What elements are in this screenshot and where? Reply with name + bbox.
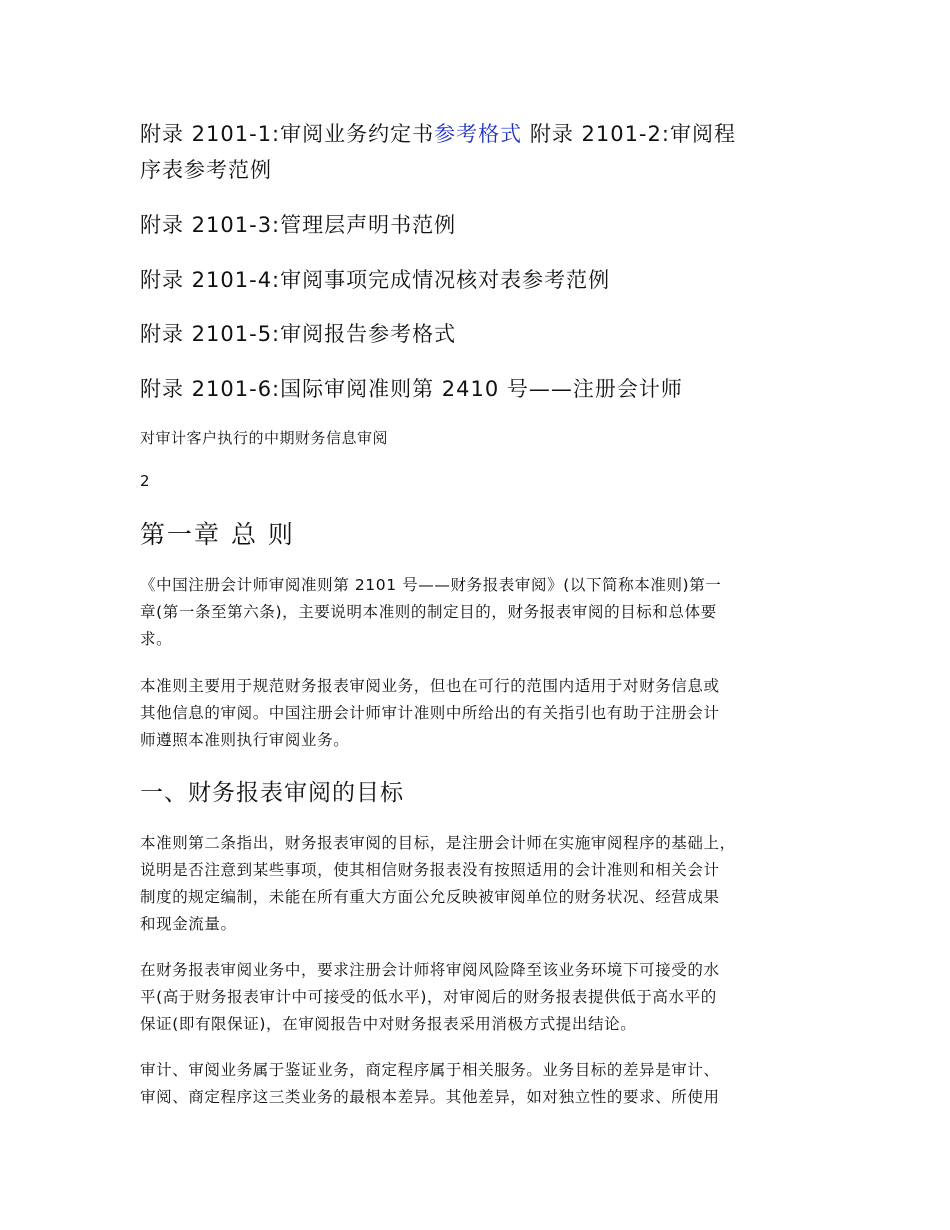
paragraph-line: 师遵照本准则执行审阅业务。	[140, 731, 350, 749]
paragraph-line: 平(高于财务报表审计中可接受的低水平)，对审阅后的财务报表提供低于高水平的	[140, 988, 717, 1006]
paragraph-line: 求。	[140, 630, 173, 648]
paragraph-line: 在财务报表审阅业务中，要求注册会计师将审阅风险降至该业务环境下可接受的水	[140, 961, 720, 979]
toc-item-2101-2-continued: 序表参考范例	[140, 158, 272, 182]
paragraph-5	[140, 1057, 820, 1111]
paragraph-line: 审计、审阅业务属于鉴证业务，商定程序属于相关服务。业务目标的差异是审计、	[140, 1061, 720, 1079]
toc-item-2101-6: 附录 2101-6:国际审阅准则第 2410 号——注册会计师	[140, 377, 683, 401]
toc-item-label: 附录 2101-2:审阅程	[522, 122, 736, 146]
toc-item-label: 附录 2101-1:审阅业务约定书	[140, 122, 435, 146]
paragraph-line: 保证(即有限保证)，在审阅报告中对财务报表采用消极方式提出结论。	[140, 1015, 637, 1033]
paragraph-line: 《中国注册会计师审阅准则第 2101 号——财务报表审阅》(以下简称本准则)第一	[140, 576, 722, 594]
toc-item-2101-6-continued: 对审计客户执行的中期财务信息审阅	[140, 429, 389, 447]
paragraph-line: 章(第一条至第六条)，主要说明本准则的制定目的，财务报表审阅的目标和总体要	[140, 603, 717, 621]
toc-item-2101-5: 附录 2101-5:审阅报告参考格式	[140, 322, 457, 346]
reference-format-link[interactable]: 参考格式	[434, 122, 523, 146]
section-heading: 一、财务报表审阅的目标	[140, 780, 404, 806]
paragraph-4	[140, 957, 820, 1038]
chapter-title: 第一章 总 则	[140, 520, 295, 549]
paragraph-3	[140, 830, 820, 938]
toc-item-2101-1	[140, 115, 736, 153]
paragraph-line: 本准则第二条指出，财务报表审阅的目标，是注册会计师在实施审阅程序的基础上，	[140, 834, 736, 852]
paragraph-2	[140, 673, 820, 754]
page-number: 2	[140, 472, 151, 490]
toc-item-2101-3: 附录 2101-3:管理层声明书范例	[140, 213, 457, 237]
paragraph-line: 和现金流量。	[140, 915, 237, 933]
paragraph-line: 本准则主要用于规范财务报表审阅业务，但也在可行的范围内适用于对财务信息或	[140, 677, 720, 695]
paragraph-line: 制度的规定编制，未能在所有重大方面公允反映被审阅单位的财务状况、经营成果	[140, 888, 720, 906]
paragraph-line: 说明是否注意到某些事项，使其相信财务报表没有按照适用的会计准则和相关会计	[140, 861, 720, 879]
paragraph-line: 审阅、商定程序这三类业务的最根本差异。其他差异，如对独立性的要求、所使用	[140, 1088, 720, 1106]
paragraph-line: 其他信息的审阅。中国注册会计师审计准则中所给出的有关指引也有助于注册会计	[140, 704, 720, 722]
toc-item-2101-4: 附录 2101-4:审阅事项完成情况核对表参考范例	[140, 268, 611, 292]
paragraph-1	[140, 572, 820, 653]
